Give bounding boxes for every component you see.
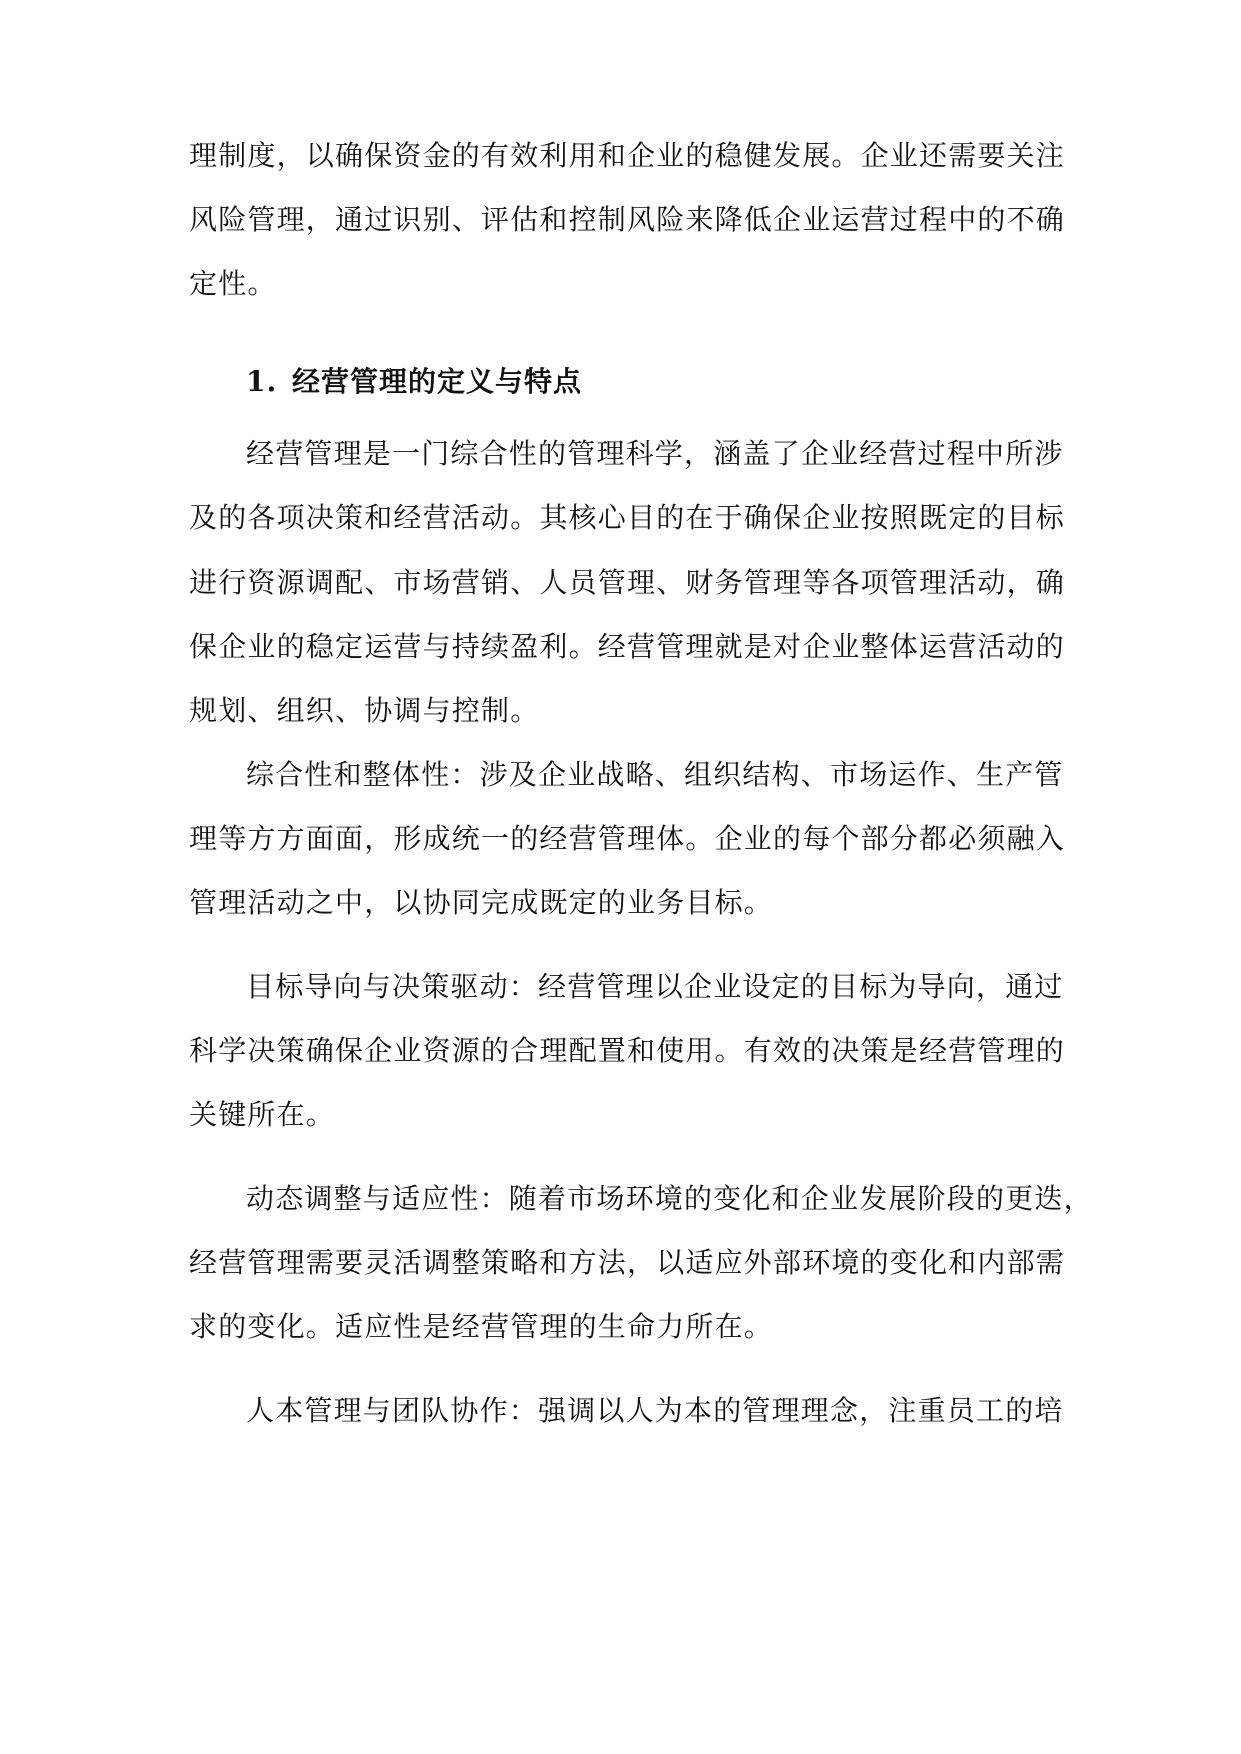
- paragraph-line: 理等方方面面，形成统一的经营管理体。企业的每个部分都必须融入: [189, 822, 1066, 855]
- paragraph-line: 保企业的稳定运营与持续盈利。经营管理就是对企业整体运营活动的: [189, 630, 1066, 663]
- section-heading-number: 1.: [246, 365, 278, 398]
- paragraph-line: 经营管理需要灵活调整策略和方法，以适应外部环境的变化和内部需: [189, 1246, 1066, 1279]
- paragraph-line: 规划、组织、协调与控制。: [189, 694, 540, 727]
- paragraph-line: 关键所在。: [189, 1098, 336, 1131]
- paragraph-line: 进行资源调配、市场营销、人员管理、财务管理等各项管理活动，确: [189, 566, 1066, 599]
- section-heading-text: 经营管理的定义与特点: [292, 365, 583, 398]
- paragraph-line: 目标导向与决策驱动：经营管理以企业设定的目标为导向，通过: [246, 970, 1064, 1003]
- paragraph-line: 定性。: [189, 267, 277, 300]
- paragraph-line: 科学决策确保企业资源的合理配置和使用。有效的决策是经营管理的: [189, 1034, 1066, 1067]
- paragraph-line: 人本管理与团队协作：强调以人为本的管理理念，注重员工的培: [246, 1394, 1064, 1427]
- paragraph-line: 管理活动之中，以协同完成既定的业务目标。: [189, 886, 774, 919]
- paragraph-line: 风险管理，通过识别、评估和控制风险来降低企业运营过程中的不确: [189, 203, 1066, 236]
- section-heading: [246, 362, 582, 402]
- paragraph-line: 动态调整与适应性：随着市场环境的变化和企业发展阶段的更迭，: [246, 1182, 1093, 1215]
- paragraph-line: 及的各项决策和经营活动。其核心目的在于确保企业按照既定的目标: [189, 501, 1066, 534]
- paragraph-line: 经营管理是一门综合性的管理科学，涵盖了企业经营过程中所涉: [246, 437, 1064, 470]
- paragraph-line: 综合性和整体性：涉及企业战略、组织结构、市场运作、生产管: [246, 758, 1064, 791]
- paragraph-line: 理制度，以确保资金的有效利用和企业的稳健发展。企业还需要关注: [189, 139, 1066, 172]
- paragraph-line: 求的变化。适应性是经营管理的生命力所在。: [189, 1310, 774, 1343]
